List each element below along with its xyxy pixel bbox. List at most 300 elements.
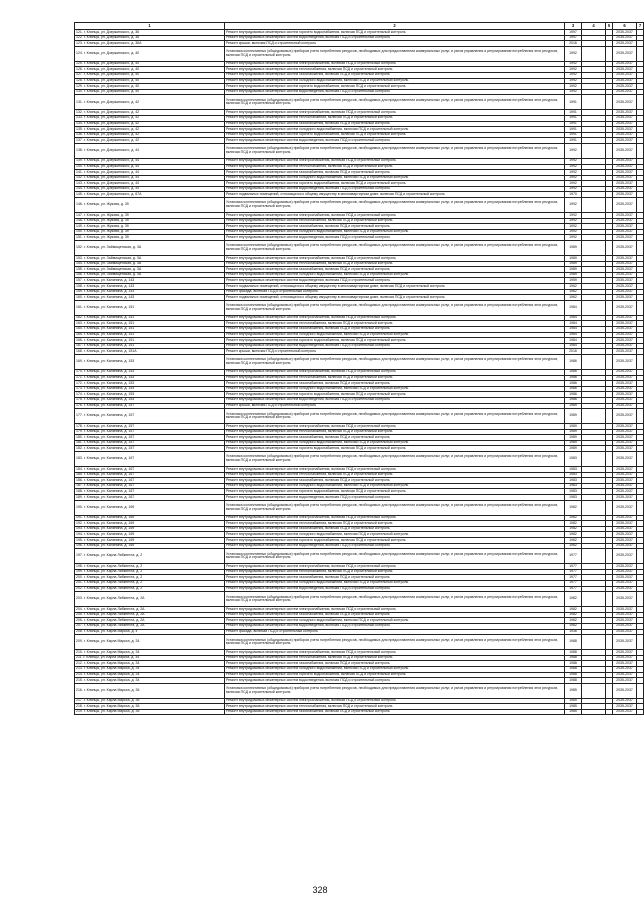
row-number: 181. bbox=[76, 440, 83, 445]
work-type-cell: Ремонт внутридомовых инженерных систем электроснабжения, включая ПСД и строительный контроль bbox=[225, 61, 565, 67]
period-cell: 2035-2037 bbox=[613, 198, 637, 213]
row-number: 215. bbox=[76, 677, 83, 682]
address-text: г. Клинцы, ул. Калинина, д. 167 bbox=[83, 477, 135, 482]
year-cell: 1992 bbox=[565, 170, 582, 176]
address-text: г. Клинцы, ул. Дзержинского, д. 44 bbox=[83, 175, 140, 180]
row-number: 126. bbox=[76, 66, 83, 71]
address-text: г. Клинцы, ул. Калинина, д. 157 bbox=[83, 445, 135, 450]
address-text: г. Клинцы, ул. Дзержинского, д. 42 bbox=[83, 132, 140, 137]
work-type-cell: Ремонт внутридомовых инженерных систем газоснабжения, включая ПСД и строительный контроль bbox=[225, 478, 565, 484]
year-cell: 1986 bbox=[565, 392, 582, 398]
period-cell: 2035-2037 bbox=[613, 612, 637, 618]
row-number: 219. bbox=[76, 709, 83, 714]
row-number: 195. bbox=[76, 537, 83, 542]
address-text: г. Клинцы, ул. Карла Маркса, д. 34 bbox=[83, 672, 140, 676]
period-cell: 2035-2037 bbox=[613, 284, 637, 290]
row-number: 150. bbox=[76, 229, 83, 234]
period-cell: 2035-2037 bbox=[613, 440, 637, 446]
address-text: г. Клинцы, ул. Карла Маркса, д. 36 bbox=[83, 698, 140, 703]
address-text: г. Клинцы, ул. Калинина, д. 167 bbox=[83, 483, 135, 488]
year-cell: 1986 bbox=[565, 354, 582, 369]
address-cell bbox=[75, 354, 225, 369]
address-text: г. Клинцы, ул. Займищенская, д. 3А bbox=[83, 272, 142, 277]
year-cell: 1992 bbox=[565, 175, 582, 181]
row-number: 208. bbox=[76, 629, 83, 634]
year-cell: 1962 bbox=[565, 289, 582, 295]
period-cell: 2035-2037 bbox=[613, 704, 637, 710]
address-text: г. Клинцы, ул. Калинина, д. 153 bbox=[83, 386, 135, 391]
address-text: г. Клинцы, ул. Дзержинского, д. 44 bbox=[83, 148, 140, 153]
period-cell: 2035-2037 bbox=[613, 315, 637, 321]
row-number: 127. bbox=[76, 72, 83, 77]
period-cell: 2035-2037 bbox=[613, 666, 637, 672]
empty-cell bbox=[637, 409, 644, 424]
address-cell bbox=[75, 241, 225, 256]
row-number: 187. bbox=[76, 483, 83, 488]
empty-cell bbox=[582, 592, 606, 607]
year-cell: 1992 bbox=[565, 224, 582, 230]
work-type-cell: Ремонт внутридомовых инженерных систем электроснабжения, включая ПСД и строительный контроль bbox=[225, 698, 565, 704]
period-cell: 2035-2037 bbox=[613, 84, 637, 90]
address-text: г. Клинцы, ул. Калинина, д. 143 bbox=[83, 283, 135, 288]
row-number: 197. bbox=[76, 553, 83, 558]
address-text: г. Клинцы, ул. Калинина, д. 151 bbox=[83, 315, 135, 320]
year-cell: 1986 bbox=[565, 381, 582, 387]
row-number: 165. bbox=[76, 332, 83, 337]
year-cell: 1992 bbox=[565, 181, 582, 187]
row-number: 137. bbox=[76, 137, 83, 142]
row-number: 176. bbox=[76, 403, 83, 407]
work-type-cell: Ремонт внутридомовых инженерных систем водоотведения, включая ПСД и строительный контроль bbox=[225, 586, 565, 592]
empty-cell bbox=[582, 409, 606, 424]
address-text: г. Клинцы, ул. Карла Либкнехта, д. 2А bbox=[83, 596, 145, 601]
work-type-cell: Ремонт внутридомовых инженерных систем теплоснабжения, включая ПСД и строительный контроль bbox=[225, 569, 565, 575]
year-cell: 1986 bbox=[565, 386, 582, 392]
period-cell: 2035-2037 bbox=[613, 110, 637, 116]
row-number: 131. bbox=[76, 99, 83, 104]
row-number: 184. bbox=[76, 466, 83, 471]
year-cell: 2016 bbox=[565, 349, 582, 355]
year-cell: 1936 bbox=[565, 629, 582, 635]
work-type-cell: Ремонт внутридомовых инженерных систем теплоснабжения, включая ПСД и строительный контроль bbox=[225, 704, 565, 710]
empty-cell bbox=[606, 95, 613, 110]
empty-cell bbox=[637, 198, 644, 213]
year-cell: 1985 bbox=[565, 704, 582, 710]
work-type-cell: Ремонт внутридомовых инженерных систем холодного водоснабжения, включая ПСД и строительный контроль bbox=[225, 78, 565, 84]
year-cell: 1986 bbox=[565, 375, 582, 381]
empty-cell bbox=[582, 500, 606, 515]
empty-cell bbox=[637, 300, 644, 315]
row-number: 199. bbox=[76, 569, 83, 574]
row-number: 214. bbox=[76, 672, 83, 676]
year-cell: 1989 bbox=[565, 435, 582, 441]
period-cell: 2035-2037 bbox=[613, 538, 637, 544]
period-cell: 2035-2037 bbox=[613, 472, 637, 478]
period-cell: 2035-2037 bbox=[613, 392, 637, 398]
work-type-cell: Установка коллективных (общедомовых) приборов учета потребления ресурсов, необходимых для предоставления коммунальных услуг, и узлов управления и регулирования потребления этих ресурсов, включая ПСД и строительный контроль bbox=[225, 46, 565, 61]
period-cell: 2035-2037 bbox=[613, 213, 637, 219]
year-cell: 1991 bbox=[565, 110, 582, 116]
empty-cell bbox=[637, 635, 644, 650]
work-type-cell: Ремонт внутридомовых инженерных систем теплоснабжения, включая ПСД и строительный контроль bbox=[225, 218, 565, 224]
empty-cell bbox=[582, 683, 606, 698]
row-number: 204. bbox=[76, 606, 83, 611]
address-cell bbox=[75, 198, 225, 213]
row-number: 143. bbox=[76, 180, 83, 185]
row-number: 129. bbox=[76, 83, 83, 88]
row-number: 202. bbox=[76, 586, 83, 591]
address-text: г. Клинцы, ул. Калинина, д. 153 bbox=[83, 380, 135, 385]
row-number: 135. bbox=[76, 126, 83, 131]
table-header-row bbox=[75, 23, 644, 30]
period-cell: 2035-2037 bbox=[613, 569, 637, 575]
row-number: 180. bbox=[76, 434, 83, 439]
year-cell: 1988 bbox=[565, 655, 582, 661]
period-cell: 2035-2037 bbox=[613, 409, 637, 424]
address-text: г. Клинцы, ул. Займищенская, д. 3А bbox=[83, 255, 142, 260]
row-number: 169. bbox=[76, 359, 83, 364]
work-type-cell: Ремонт внутридомовых инженерных систем газоснабжения, включая ПСД и строительный контроль bbox=[225, 326, 565, 332]
year-cell: 1977 bbox=[565, 586, 582, 592]
row-number: 142. bbox=[76, 175, 83, 180]
work-type-cell: Установка коллективных (общедомовых) приборов учета потребления ресурсов, необходимых для предоставления коммунальных услуг, и узлов управления и регулирования потребления этих ресурсов, включая ПСД и строительный контроль bbox=[225, 95, 565, 110]
address-text: г. Клинцы, ул. Калинина, д. 169 bbox=[83, 537, 135, 542]
row-number: 173. bbox=[76, 386, 83, 391]
year-cell: 1977 bbox=[565, 569, 582, 575]
row-number: 133. bbox=[76, 115, 83, 120]
year-cell: 1992 bbox=[565, 186, 582, 192]
work-type-cell: Ремонт внутридомовых инженерных систем теплоснабжения, включая ПСД и строительный контроль bbox=[225, 375, 565, 381]
work-type-cell: Ремонт внутридомовых инженерных систем водоотведения, включая ПСД и строительный контроль bbox=[225, 278, 565, 284]
row-number: 211. bbox=[76, 655, 83, 660]
work-type-cell: Ремонт внутридомовых инженерных систем горячего водоснабжения, включая ПСД и строительный контроль bbox=[225, 489, 565, 495]
year-cell: 1989 bbox=[565, 261, 582, 267]
row-number: 183. bbox=[76, 456, 83, 461]
work-type-cell: Ремонт фасада, включая ПСД и строительный контроль bbox=[225, 289, 565, 295]
address-cell bbox=[75, 46, 225, 61]
address-cell bbox=[75, 409, 225, 424]
year-cell: 1984 bbox=[565, 321, 582, 327]
year-cell: 1984 bbox=[565, 315, 582, 321]
work-type-cell: Ремонт внутридомовых инженерных систем электроснабжения, включая ПСД и строительный контроль bbox=[225, 213, 565, 219]
row-number: 189. bbox=[76, 494, 83, 499]
period-cell: 2035-2037 bbox=[613, 224, 637, 230]
address-text: г. Клинцы, ул. Калинина, д. 143 bbox=[83, 277, 135, 282]
year-cell: 1992 bbox=[565, 164, 582, 170]
year-cell: 1989 bbox=[565, 446, 582, 452]
address-text: г. Клинцы, ул. Карла Маркса, д. 36 bbox=[83, 687, 140, 692]
year-cell: 1984 bbox=[565, 338, 582, 344]
year-cell: 1992 bbox=[565, 67, 582, 73]
period-cell: 2035-2037 bbox=[613, 629, 637, 635]
period-cell: 2035-2037 bbox=[613, 186, 637, 192]
address-cell bbox=[75, 452, 225, 467]
period-cell: 2035-2037 bbox=[613, 300, 637, 315]
row-number: 217. bbox=[76, 698, 83, 703]
address-text: г. Клинцы, ул. Дзержинского, д. 44 bbox=[83, 180, 140, 185]
period-cell: 2035-2037 bbox=[613, 170, 637, 176]
address-text: г. Клинцы, ул. Калинина, д. 153 bbox=[83, 359, 135, 364]
year-cell: 1983 bbox=[565, 452, 582, 467]
row-number: 123. bbox=[76, 40, 83, 45]
work-type-cell: Ремонт внутридомовых инженерных систем теплоснабжения, включая ПСД и строительный контроль bbox=[225, 115, 565, 121]
row-number: 172. bbox=[76, 380, 83, 385]
work-type-cell: Ремонт внутридомовых инженерных систем водоотведения, включая ПСД и строительный контроль bbox=[225, 138, 565, 144]
year-cell: 1988 bbox=[565, 635, 582, 650]
row-number: 136. bbox=[76, 132, 83, 137]
period-cell: 2035-2037 bbox=[613, 338, 637, 344]
empty-cell bbox=[606, 683, 613, 698]
year-cell: 1986 bbox=[565, 369, 582, 375]
address-text: г. Клинцы, ул. Дзержинского, д. 40 bbox=[83, 78, 140, 83]
year-cell: 1989 bbox=[565, 409, 582, 424]
period-cell: 2035-2037 bbox=[613, 272, 637, 278]
work-type-cell: Ремонт подвальных помещений, относящихся к общему имуществу в многоквартирном доме, включая ПСД и строительный контроль bbox=[225, 284, 565, 290]
work-type-cell: Ремонт внутридомовых инженерных систем газоснабжения, включая ПСД и строительный контроль bbox=[225, 435, 565, 441]
row-number: 206. bbox=[76, 617, 83, 622]
year-cell: 1982 bbox=[565, 515, 582, 521]
row-number: 198. bbox=[76, 563, 83, 568]
year-cell: 1982 bbox=[565, 543, 582, 549]
year-cell: 1982 bbox=[565, 500, 582, 515]
address-text: г. Клинцы, ул. Калинина, д. 169 bbox=[83, 526, 135, 531]
year-cell: 1989 bbox=[565, 403, 582, 409]
page-number: 328 bbox=[312, 885, 328, 895]
row-number: 158. bbox=[76, 283, 83, 288]
year-cell: 1992 bbox=[565, 218, 582, 224]
work-type-cell: Ремонт внутридомовых инженерных систем горячего водоснабжения, включая ПСД и строительный контроль bbox=[225, 30, 565, 36]
row-number: 152. bbox=[76, 245, 83, 250]
empty-cell bbox=[606, 592, 613, 607]
period-cell: 2035-2037 bbox=[613, 278, 637, 284]
address-text: г. Клинцы, ул. Дзержинского, д. 44 bbox=[83, 158, 140, 163]
year-cell: 1982 bbox=[565, 618, 582, 624]
address-text: г. Клинцы, ул. Карла Маркса, д. 34 bbox=[83, 660, 140, 665]
work-type-cell: Ремонт внутридомовых инженерных систем газоснабжения, включая ПСД и строительный контроль bbox=[225, 661, 565, 667]
work-type-cell: Ремонт внутридомовых инженерных систем водоотведения, включая ПСД и строительный контроль bbox=[225, 397, 565, 403]
empty-cell bbox=[606, 452, 613, 467]
address-text: г. Клинцы, ул. Калинина, д. 143 bbox=[83, 289, 135, 294]
address-text: г. Клинцы, ул. Калинина, д. 167 bbox=[83, 472, 135, 477]
period-cell: 2035-2037 bbox=[613, 478, 637, 484]
period-cell: 2035-2037 bbox=[613, 543, 637, 549]
period-cell: 2035-2037 bbox=[613, 446, 637, 452]
period-cell: 2035-2037 bbox=[613, 655, 637, 661]
header-cell-5: 5 bbox=[606, 23, 613, 30]
year-cell: 1982 bbox=[565, 532, 582, 538]
row-number: 201. bbox=[76, 580, 83, 585]
work-type-cell: Ремонт подвальных помещений, относящихся к общему имуществу в многоквартирном доме, включая ПСД и строительный контроль bbox=[225, 192, 565, 198]
period-cell: 2035-2037 bbox=[613, 127, 637, 133]
address-text: г. Клинцы, ул. Карла Либкнехта, д. 2 bbox=[83, 580, 143, 585]
year-cell: 1991 bbox=[565, 127, 582, 133]
work-type-cell: Ремонт внутридомовых инженерных систем холодного водоснабжения, включая ПСД и строительный контроль bbox=[225, 666, 565, 672]
year-cell: 1962 bbox=[565, 284, 582, 290]
address-cell bbox=[75, 549, 225, 564]
register-table bbox=[74, 22, 644, 715]
address-text: г. Клинцы, ул. Дзержинского, д. 42 bbox=[83, 109, 140, 114]
year-cell: 1982 bbox=[565, 592, 582, 607]
period-cell: 2035-2037 bbox=[613, 343, 637, 349]
empty-cell bbox=[637, 709, 644, 715]
address-text: г. Клинцы, ул. Карла Маркса, д. 34 bbox=[83, 649, 140, 654]
row-number: 151. bbox=[76, 234, 83, 239]
work-type-cell: Ремонт внутридомовых инженерных систем горячего водоснабжения, включая ПСД и строительный контроль bbox=[225, 181, 565, 187]
address-cell bbox=[75, 143, 225, 158]
year-cell: 1982 bbox=[565, 538, 582, 544]
table-row bbox=[75, 241, 644, 256]
row-number: 146. bbox=[76, 202, 83, 207]
empty-cell bbox=[637, 46, 644, 61]
period-cell: 2035-2037 bbox=[613, 381, 637, 387]
address-text: г. Клинцы, ул. Займищенская, д. 3А bbox=[83, 261, 142, 266]
work-type-cell: Ремонт внутридомовых инженерных систем электроснабжения, включая ПСД и строительный контроль bbox=[225, 467, 565, 473]
row-number: 185. bbox=[76, 472, 83, 477]
year-cell: 1989 bbox=[565, 424, 582, 430]
work-type-cell: Ремонт внутридомовых инженерных систем теплоснабжения, включая ПСД и строительный контроль bbox=[225, 429, 565, 435]
work-type-cell: Ремонт подвальных помещений, относящихся к общему имуществу в многоквартирном доме, включая ПСД и строительный контроль bbox=[225, 295, 565, 301]
year-cell: 1984 bbox=[565, 343, 582, 349]
address-text: г. Клинцы, ул. Калинина, д. 151 bbox=[83, 320, 135, 325]
work-type-cell: Ремонт крыши, включая ПСД и строительный контроль bbox=[225, 349, 565, 355]
work-type-cell: Ремонт внутридомовых инженерных систем водоотведения, включая ПСД и строительный контроль bbox=[225, 186, 565, 192]
year-cell: 1959 bbox=[565, 278, 582, 284]
empty-cell bbox=[606, 709, 613, 715]
period-cell: 2035-2037 bbox=[613, 549, 637, 564]
period-cell: 2035-2037 bbox=[613, 467, 637, 473]
address-text: г. Клинцы, ул. Карла Маркса, д. 34 bbox=[83, 639, 140, 644]
work-type-cell: Ремонт внутридомовых инженерных систем водоотведения, включая ПСД и строительный контроль bbox=[225, 623, 565, 629]
work-type-cell: Ремонт внутридомовых инженерных систем газоснабжения, включая ПСД и строительный контроль bbox=[225, 121, 565, 127]
address-text: г. Клинцы, ул. Карла Маркса, д. 36 bbox=[83, 703, 140, 708]
row-number: 213. bbox=[76, 666, 83, 671]
address-text: г. Клинцы, ул. Жукова, д. 39 bbox=[83, 223, 129, 228]
work-type-cell: Ремонт внутридомовых инженерных систем газоснабжения, включая ПСД и строительный контроль bbox=[225, 709, 565, 715]
year-cell: 1992 bbox=[565, 143, 582, 158]
address-text: г. Клинцы, ул. Дзержинского, д. 40 bbox=[83, 50, 140, 55]
period-cell: 2035-2037 bbox=[613, 592, 637, 607]
address-text: г. Клинцы, ул. Дзержинского, д. 36 bbox=[83, 29, 140, 34]
period-cell: 2035-2037 bbox=[613, 650, 637, 656]
address-text: г. Клинцы, ул. Дзержинского, д. 42 bbox=[83, 137, 140, 142]
row-number: 138. bbox=[76, 148, 83, 153]
empty-cell bbox=[582, 143, 606, 158]
year-cell: 1991 bbox=[565, 95, 582, 110]
address-text: г. Клинцы, ул. Дзержинского, д. 36А bbox=[83, 40, 142, 45]
year-cell: 1977 bbox=[565, 580, 582, 586]
work-type-cell: Ремонт внутридомовых инженерных систем газоснабжения, включая ПСД и строительный контроль bbox=[225, 224, 565, 230]
period-cell: 2035-2037 bbox=[613, 349, 637, 355]
work-type-cell: Ремонт внутридомовых инженерных систем электроснабжения, включая ПСД и строительный контроль bbox=[225, 424, 565, 430]
year-cell: 1984 bbox=[565, 326, 582, 332]
year-cell: 2016 bbox=[565, 41, 582, 47]
empty-cell bbox=[606, 198, 613, 213]
row-number: 140. bbox=[76, 164, 83, 168]
empty-cell bbox=[637, 683, 644, 698]
work-type-cell: Ремонт внутридомовых инженерных систем газоснабжения, включая ПСД и строительный контроль bbox=[225, 526, 565, 532]
year-cell: 1988 bbox=[565, 661, 582, 667]
address-text: г. Клинцы, ул. Дзержинского, д. 42 bbox=[83, 99, 140, 104]
period-cell: 2035-2037 bbox=[613, 326, 637, 332]
row-number: 177. bbox=[76, 413, 83, 418]
work-type-cell: Ремонт внутридомовых инженерных систем холодного водоснабжения, включая ПСД и строительный контроль bbox=[225, 332, 565, 338]
work-type-cell: Установка коллективных (общедомовых) приборов учета потребления ресурсов, необходимых для предоставления коммунальных услуг, и узлов управления и регулирования потребления этих ресурсов, включая ПСД и строительный контроль bbox=[225, 592, 565, 607]
empty-cell bbox=[606, 500, 613, 515]
empty-cell bbox=[582, 198, 606, 213]
table-row bbox=[75, 592, 644, 607]
work-type-cell: Ремонт внутридомовых инженерных систем водоотведения, включая ПСД и строительный контроль bbox=[225, 235, 565, 241]
table-row bbox=[75, 198, 644, 213]
work-type-cell: Установка коллективных (общедомовых) приборов учета потребления ресурсов, необходимых для предоставления коммунальных услуг, и узлов управления и регулирования потребления этих ресурсов, включая ПСД и строительный контроль bbox=[225, 452, 565, 467]
year-cell: 1989 bbox=[565, 272, 582, 278]
period-cell: 2035-2037 bbox=[613, 256, 637, 262]
period-cell: 2035-2037 bbox=[613, 672, 637, 678]
address-text: г. Клинцы, ул. Дзержинского, д. 42 bbox=[83, 121, 140, 126]
year-cell: 1988 bbox=[565, 678, 582, 684]
address-text: г. Клинцы, ул. Дзержинского, д. 40 bbox=[83, 89, 140, 94]
row-number: 148. bbox=[76, 218, 83, 223]
address-cell bbox=[75, 635, 225, 650]
row-number: 130. bbox=[76, 89, 83, 94]
row-number: 209. bbox=[76, 639, 83, 644]
address-text: г. Клинцы, ул. Карла Маркса, д. 36 bbox=[83, 709, 140, 714]
period-cell: 2035-2037 bbox=[613, 403, 637, 409]
period-cell: 2035-2037 bbox=[613, 500, 637, 515]
period-cell: 2035-2037 bbox=[613, 397, 637, 403]
work-type-cell: Ремонт крыши, включая ПСД и строительный контроль bbox=[225, 403, 565, 409]
row-number: 216. bbox=[76, 687, 83, 692]
period-cell: 2035-2037 bbox=[613, 683, 637, 698]
period-cell: 2035-2037 bbox=[613, 175, 637, 181]
row-number: 171. bbox=[76, 375, 83, 380]
empty-cell bbox=[637, 452, 644, 467]
year-cell: 1985 bbox=[565, 683, 582, 698]
period-cell: 2035-2037 bbox=[613, 138, 637, 144]
address-text: г. Клинцы, ул. Калинина, д. 167 bbox=[83, 494, 135, 499]
work-type-cell: Ремонт внутридомовых инженерных систем электроснабжения, включая ПСД и строительный контроль bbox=[225, 158, 565, 164]
address-text: г. Клинцы, ул. Карла Либкнехта, д. 2 bbox=[83, 586, 143, 591]
row-number: 147. bbox=[76, 212, 83, 217]
work-type-cell: Ремонт внутридомовых инженерных систем холодного водоснабжения, включая ПСД и строительный контроль bbox=[225, 580, 565, 586]
year-cell: 1992 bbox=[565, 198, 582, 213]
empty-cell bbox=[582, 635, 606, 650]
row-number: 156. bbox=[76, 272, 83, 277]
period-cell: 2035-2037 bbox=[613, 483, 637, 489]
year-cell: 1992 bbox=[565, 89, 582, 95]
period-cell: 2035-2037 bbox=[613, 72, 637, 78]
period-cell: 2035-2037 bbox=[613, 143, 637, 158]
table-row bbox=[75, 354, 644, 369]
work-type-cell: Установка коллективных (общедомовых) приборов учета потребления ресурсов, необходимых для предоставления коммунальных услуг, и узлов управления и регулирования потребления этих ресурсов, включая ПСД и строительный контроль bbox=[225, 354, 565, 369]
table-row bbox=[75, 635, 644, 650]
table-row bbox=[75, 683, 644, 698]
work-type-cell: Установка коллективных (общедомовых) приборов учета потребления ресурсов, необходимых для предоставления коммунальных услуг, и узлов управления и регулирования потребления этих ресурсов, включая ПСД и строительный контроль bbox=[225, 500, 565, 515]
work-type-cell: Ремонт внутридомовых инженерных систем теплоснабжения, включая ПСД и строительный контроль bbox=[225, 67, 565, 73]
row-number: 188. bbox=[76, 488, 83, 493]
address-text: г. Клинцы, ул. Калинина, д. 157 bbox=[83, 440, 135, 445]
empty-cell bbox=[606, 300, 613, 315]
year-cell: 1989 bbox=[565, 440, 582, 446]
period-cell: 2035-2037 bbox=[613, 218, 637, 224]
address-text: г. Клинцы, ул. Калинина, д. 151А bbox=[83, 348, 137, 353]
work-type-cell: Ремонт крыши, включая ПСД и строительный контроль bbox=[225, 41, 565, 47]
year-cell: 1997 bbox=[565, 35, 582, 41]
row-number: 134. bbox=[76, 121, 83, 126]
year-cell: 1992 bbox=[565, 158, 582, 164]
period-cell: 2035-2037 bbox=[613, 375, 637, 381]
period-cell: 2035-2037 bbox=[613, 678, 637, 684]
table-row bbox=[75, 500, 644, 515]
